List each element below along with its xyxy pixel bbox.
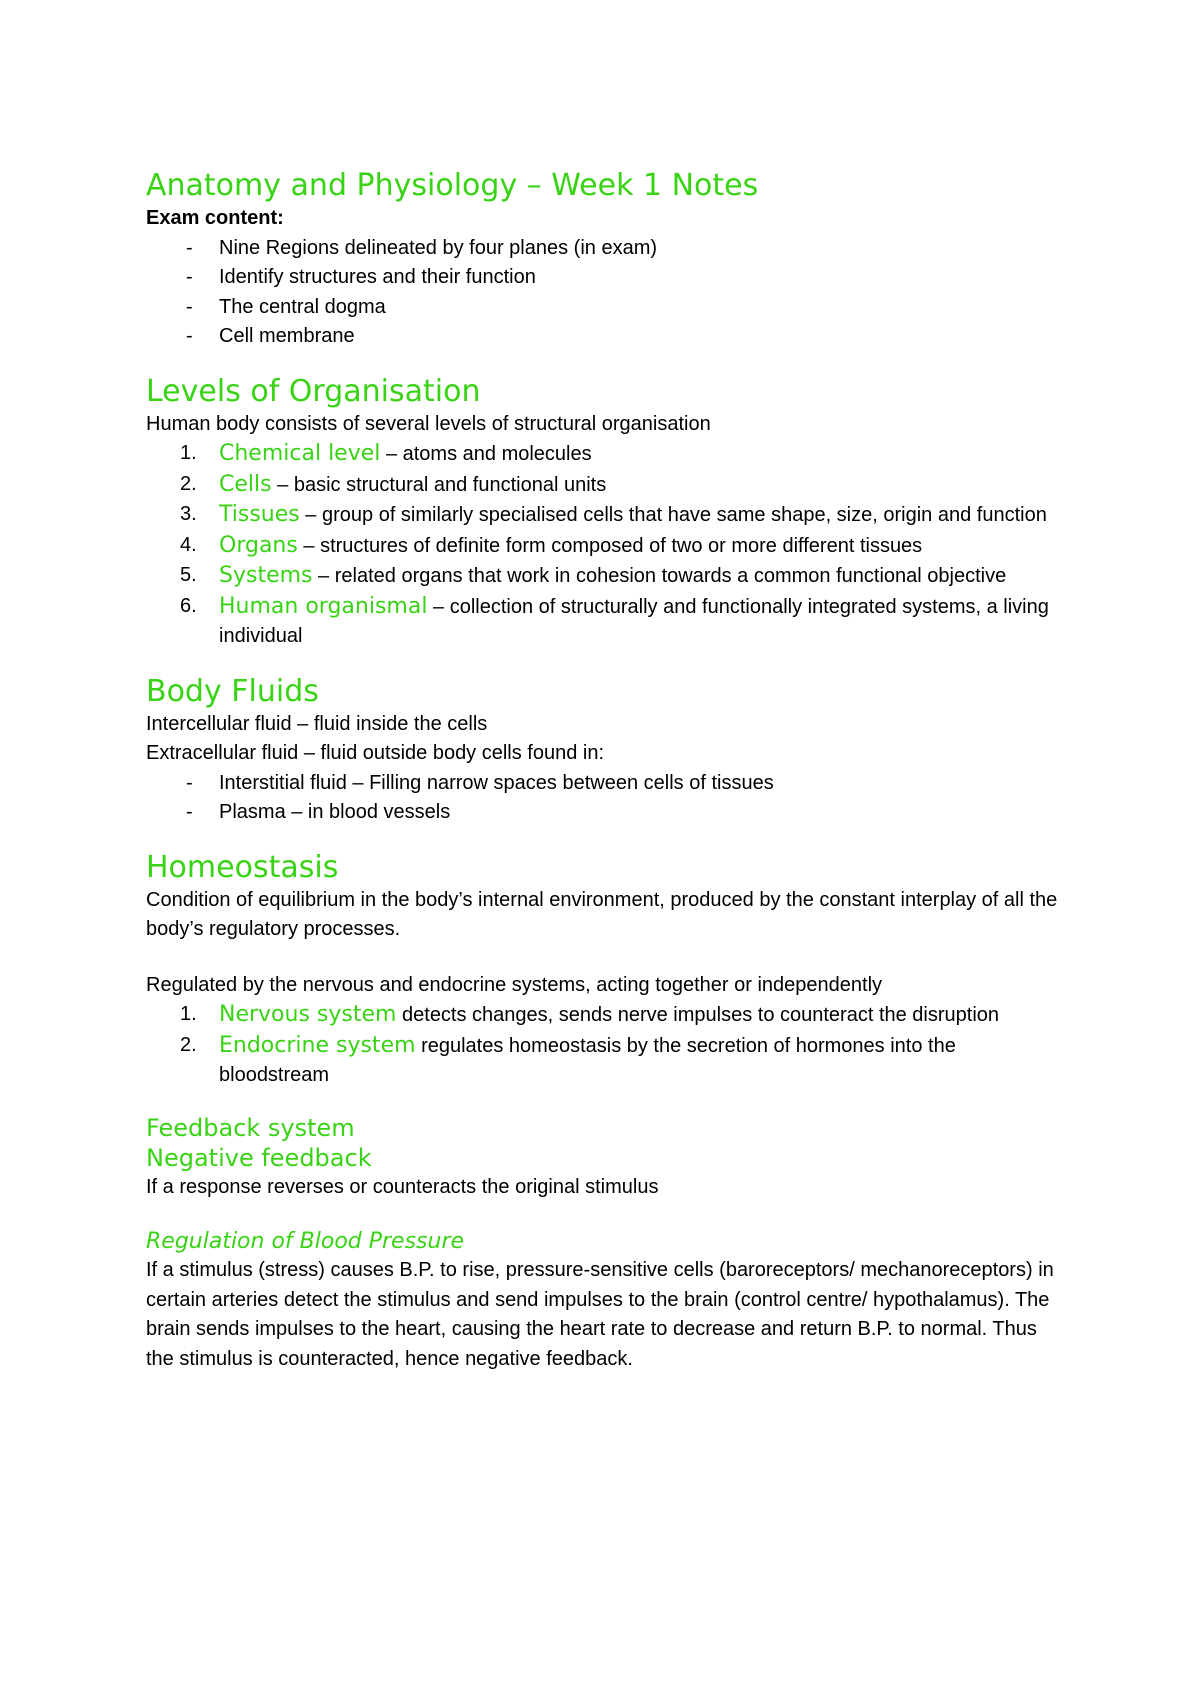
list-item: 2. Endocrine system regulates homeostasis by the secretion of hormones into the bloodstream — [180, 1032, 956, 1086]
bullet-dash: - — [186, 236, 193, 259]
list-item: - Identify structures and their function — [146, 263, 1066, 293]
term: Chemical level — [219, 441, 381, 466]
term: Tissues — [219, 502, 300, 527]
levels-intro: Human body consists of several levels of structural organisation — [146, 412, 711, 435]
term: Organs — [219, 532, 298, 558]
term: Cells — [219, 471, 272, 497]
list-item: - Plasma – in blood vessels — [146, 798, 1066, 828]
bullet-dash: - — [186, 266, 193, 288]
homeostasis-heading: Homeostasis — [146, 849, 339, 885]
page-title: Anatomy and Physiology – Week 1 Notes — [146, 168, 759, 203]
intercellular-fluid-text: Intercellular fluid – fluid inside the cells — [146, 712, 488, 735]
list-item: 4. Organs – structures of definite form composed of two or more different tissues — [180, 532, 923, 558]
term: Endocrine system — [219, 1032, 416, 1058]
exam-content-list — [146, 234, 1066, 352]
blood-pressure-heading: Regulation of Blood Pressure — [146, 1229, 465, 1254]
homeostasis-list — [146, 1000, 1066, 1091]
list-item: 2. Cells – basic structural and functional units — [180, 471, 607, 497]
document-content — [146, 168, 1066, 1374]
list-item: - Cell membrane — [146, 322, 1066, 352]
bullet-dash: - — [186, 325, 193, 347]
levels-heading: Levels of Organisation — [146, 373, 481, 409]
extracellular-fluid-text: Extracellular fluid – fluid outside body cells found in: — [146, 742, 605, 764]
bullet-dash: - — [186, 295, 193, 318]
homeostasis-definition: Condition of equilibrium in the body’s internal environment, produced by the constant interplay of all the body’s regulatory processes. — [146, 888, 1058, 940]
term: Systems — [219, 563, 313, 588]
list-item: - Nine Regions delineated by four planes (in exam) — [146, 234, 1066, 264]
feedback-system-heading: Feedback system — [146, 1113, 355, 1142]
list-item: 1. Nervous system detects changes, sends nerve impulses to counteract the disruption — [180, 1002, 1000, 1027]
list-item: 3. Tissues – group of similarly specialised cells that have same shape, size, origin and function — [180, 502, 1047, 527]
exam-content-label: Exam content: — [146, 207, 284, 229]
negative-feedback-heading: Negative feedback — [146, 1143, 372, 1172]
bullet-dash: - — [186, 771, 193, 794]
list-item: 6. Human organismal – collection of structurally and functionally integrated systems, a living individual — [180, 593, 1049, 647]
list-item: - Interstitial fluid – Filling narrow spaces between cells of tissues — [146, 769, 1066, 799]
term: Human organismal — [219, 593, 428, 619]
list-item: - The central dogma — [146, 293, 1066, 323]
bullet-dash: - — [186, 801, 193, 823]
list-item: 5. Systems – related organs that work in cohesion towards a common functional objective — [180, 563, 1007, 588]
homeostasis-regulated-text: Regulated by the nervous and endocrine systems, acting together or independently — [146, 973, 883, 996]
levels-list — [146, 439, 1066, 652]
body-fluids-heading: Body Fluids — [146, 673, 319, 709]
term: Nervous system — [219, 1002, 397, 1027]
list-item: 1. Chemical level – atoms and molecules — [180, 441, 592, 466]
negative-feedback-definition: If a response reverses or counteracts the original stimulus — [146, 1175, 659, 1198]
fluids-list — [146, 769, 1066, 828]
blood-pressure-text: If a stimulus (stress) causes B.P. to rise, pressure-sensitive cells (baroreceptors/ mechanoreceptors) in certain arteries detect the stimulus and send impulses to the brain (control centre/ hypothalamus). The brain sends impulses to the heart, causing the heart rate to decrease and return B.P. to normal. Thus the stimulus is counteracted, hence negative feedback. — [146, 1259, 1054, 1370]
